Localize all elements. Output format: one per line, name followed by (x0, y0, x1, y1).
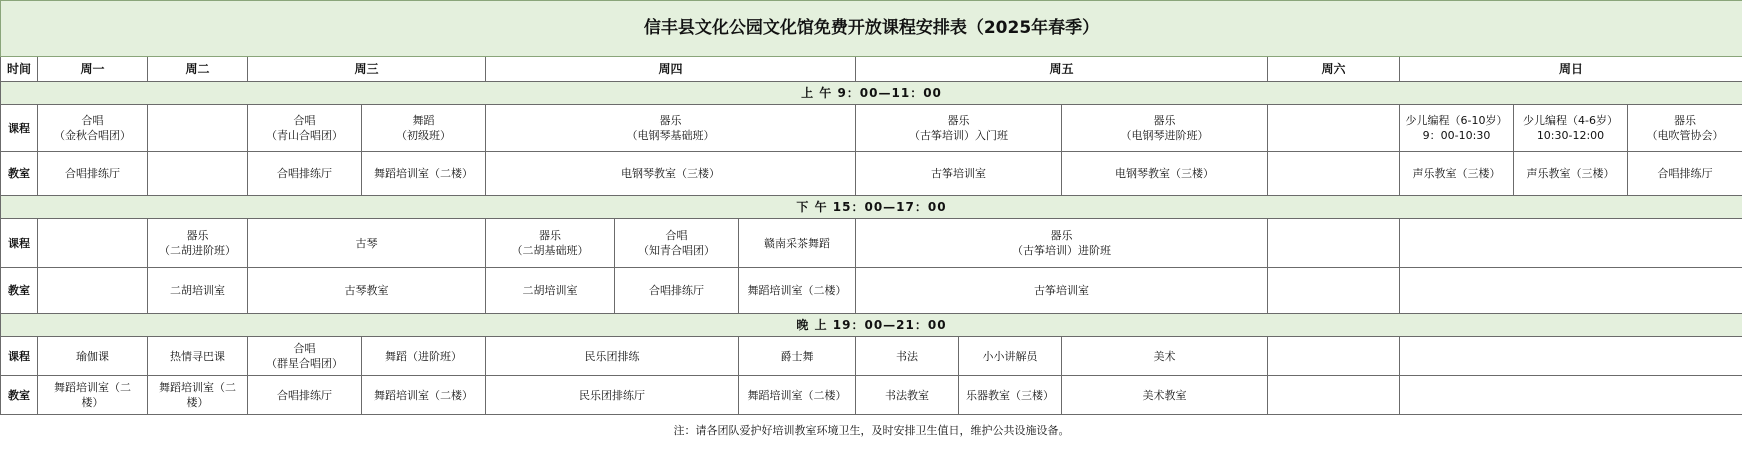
footer-note: 注：请各团队爱护好培训教室环境卫生，及时安排卫生值日，维护公共设施设备。 (673, 423, 1070, 437)
room-cell: 舞蹈培训室（二楼） (362, 152, 486, 196)
empty-cell (1268, 152, 1400, 196)
room-cell: 书法教室 (856, 376, 959, 415)
course-cell: 爵士舞 (739, 337, 856, 376)
page-title: 信丰县文化公园文化馆免费开放课程安排表（2025年春季） (1, 1, 1742, 57)
room-cell: 合唱排练厅 (615, 268, 739, 314)
room-cell: 声乐教室（三楼） (1400, 152, 1514, 196)
empty-cell (1400, 337, 1742, 376)
course-cell: 合唱 （群星合唱团） (248, 337, 362, 376)
course-cell: 器乐 （二胡基础班） (486, 219, 615, 268)
empty-cell (1268, 105, 1400, 152)
course-cell: 器乐 （二胡进阶班） (148, 219, 248, 268)
title-row (1, 1, 1742, 57)
course-cell: 器乐 （电吹管协会） (1628, 105, 1742, 152)
room-cell: 声乐教室（三楼） (1514, 152, 1628, 196)
course-cell: 合唱 （知青合唱团） (615, 219, 739, 268)
afternoon-section-row (1, 196, 1742, 219)
header-thu: 周四 (486, 57, 856, 82)
row-label-course: 课程 (1, 337, 38, 376)
header-mon: 周一 (38, 57, 148, 82)
empty-cell (1400, 376, 1742, 415)
room-cell: 二胡培训室 (148, 268, 248, 314)
header-time: 时间 (1, 57, 38, 82)
course-cell: 古琴 (248, 219, 486, 268)
header-sun: 周日 (1400, 57, 1742, 82)
header-tue: 周二 (148, 57, 248, 82)
header-fri: 周五 (856, 57, 1268, 82)
room-cell: 合唱排练厅 (38, 152, 148, 196)
afternoon-heading: 下 午 15：00—17：00 (1, 196, 1742, 219)
course-cell: 书法 (856, 337, 959, 376)
evening-room-row (1, 376, 1742, 415)
course-cell: 舞蹈（进阶班） (362, 337, 486, 376)
header-sat: 周六 (1268, 57, 1400, 82)
course-cell: 美术 (1062, 337, 1268, 376)
empty-cell (38, 268, 148, 314)
morning-room-row (1, 152, 1742, 196)
room-cell: 舞蹈培训室（二 楼） (38, 376, 148, 415)
afternoon-room-row (1, 268, 1742, 314)
row-label-course: 课程 (1, 105, 38, 152)
room-cell: 舞蹈培训室（二楼） (739, 268, 856, 314)
course-cell: 舞蹈 （初级班） (362, 105, 486, 152)
room-cell: 合唱排练厅 (248, 152, 362, 196)
course-cell: 合唱 （青山合唱团） (248, 105, 362, 152)
header-wed: 周三 (248, 57, 486, 82)
room-cell: 舞蹈培训室（二 楼） (148, 376, 248, 415)
morning-section-row (1, 82, 1742, 105)
evening-heading: 晚 上 19：00—21：00 (1, 314, 1742, 337)
header-row (1, 57, 1742, 82)
course-cell: 民乐团排练 (486, 337, 739, 376)
room-cell: 舞蹈培训室（二楼） (362, 376, 486, 415)
course-cell: 少儿编程（6-10岁） 9：00-10:30 (1400, 105, 1514, 152)
room-cell: 合唱排练厅 (1628, 152, 1742, 196)
row-label-room: 教室 (1, 376, 38, 415)
room-cell: 古琴教室 (248, 268, 486, 314)
room-cell: 二胡培训室 (486, 268, 615, 314)
room-cell: 古筝培训室 (856, 268, 1268, 314)
row-label-room: 教室 (1, 152, 38, 196)
room-cell: 合唱排练厅 (248, 376, 362, 415)
course-cell: 赣南采茶舞蹈 (739, 219, 856, 268)
room-cell: 美术教室 (1062, 376, 1268, 415)
afternoon-course-row (1, 219, 1742, 268)
evening-course-row (1, 337, 1742, 376)
course-cell: 少儿编程（4-6岁） 10:30-12:00 (1514, 105, 1628, 152)
morning-course-row (1, 105, 1742, 152)
course-cell: 合唱 （金秋合唱团） (38, 105, 148, 152)
morning-heading: 上 午 9：00—11：00 (1, 82, 1742, 105)
empty-cell (1268, 268, 1400, 314)
empty-cell (1268, 219, 1400, 268)
course-cell: 小小讲解员 (959, 337, 1062, 376)
row-label-room: 教室 (1, 268, 38, 314)
empty-cell (1268, 337, 1400, 376)
room-cell: 古筝培训室 (856, 152, 1062, 196)
empty-cell (1400, 219, 1742, 268)
room-cell: 舞蹈培训室（二楼） (739, 376, 856, 415)
room-cell: 电钢琴教室（三楼） (1062, 152, 1268, 196)
empty-cell (148, 105, 248, 152)
empty-cell (38, 219, 148, 268)
row-label-course: 课程 (1, 219, 38, 268)
course-cell: 器乐 （古筝培训）入门班 (856, 105, 1062, 152)
empty-cell (1400, 268, 1742, 314)
empty-cell (148, 152, 248, 196)
room-cell: 乐器教室（三楼） (959, 376, 1062, 415)
course-cell: 瑜伽课 (38, 337, 148, 376)
course-cell: 热情寻巴课 (148, 337, 248, 376)
room-cell: 电钢琴教室（三楼） (486, 152, 856, 196)
evening-section-row (1, 314, 1742, 337)
course-cell: 器乐 （电钢琴进阶班） (1062, 105, 1268, 152)
empty-cell (1268, 376, 1400, 415)
course-cell: 器乐 （电钢琴基础班） (486, 105, 856, 152)
room-cell: 民乐团排练厅 (486, 376, 739, 415)
note-row (1, 415, 1742, 446)
course-cell: 器乐 （古筝培训）进阶班 (856, 219, 1268, 268)
